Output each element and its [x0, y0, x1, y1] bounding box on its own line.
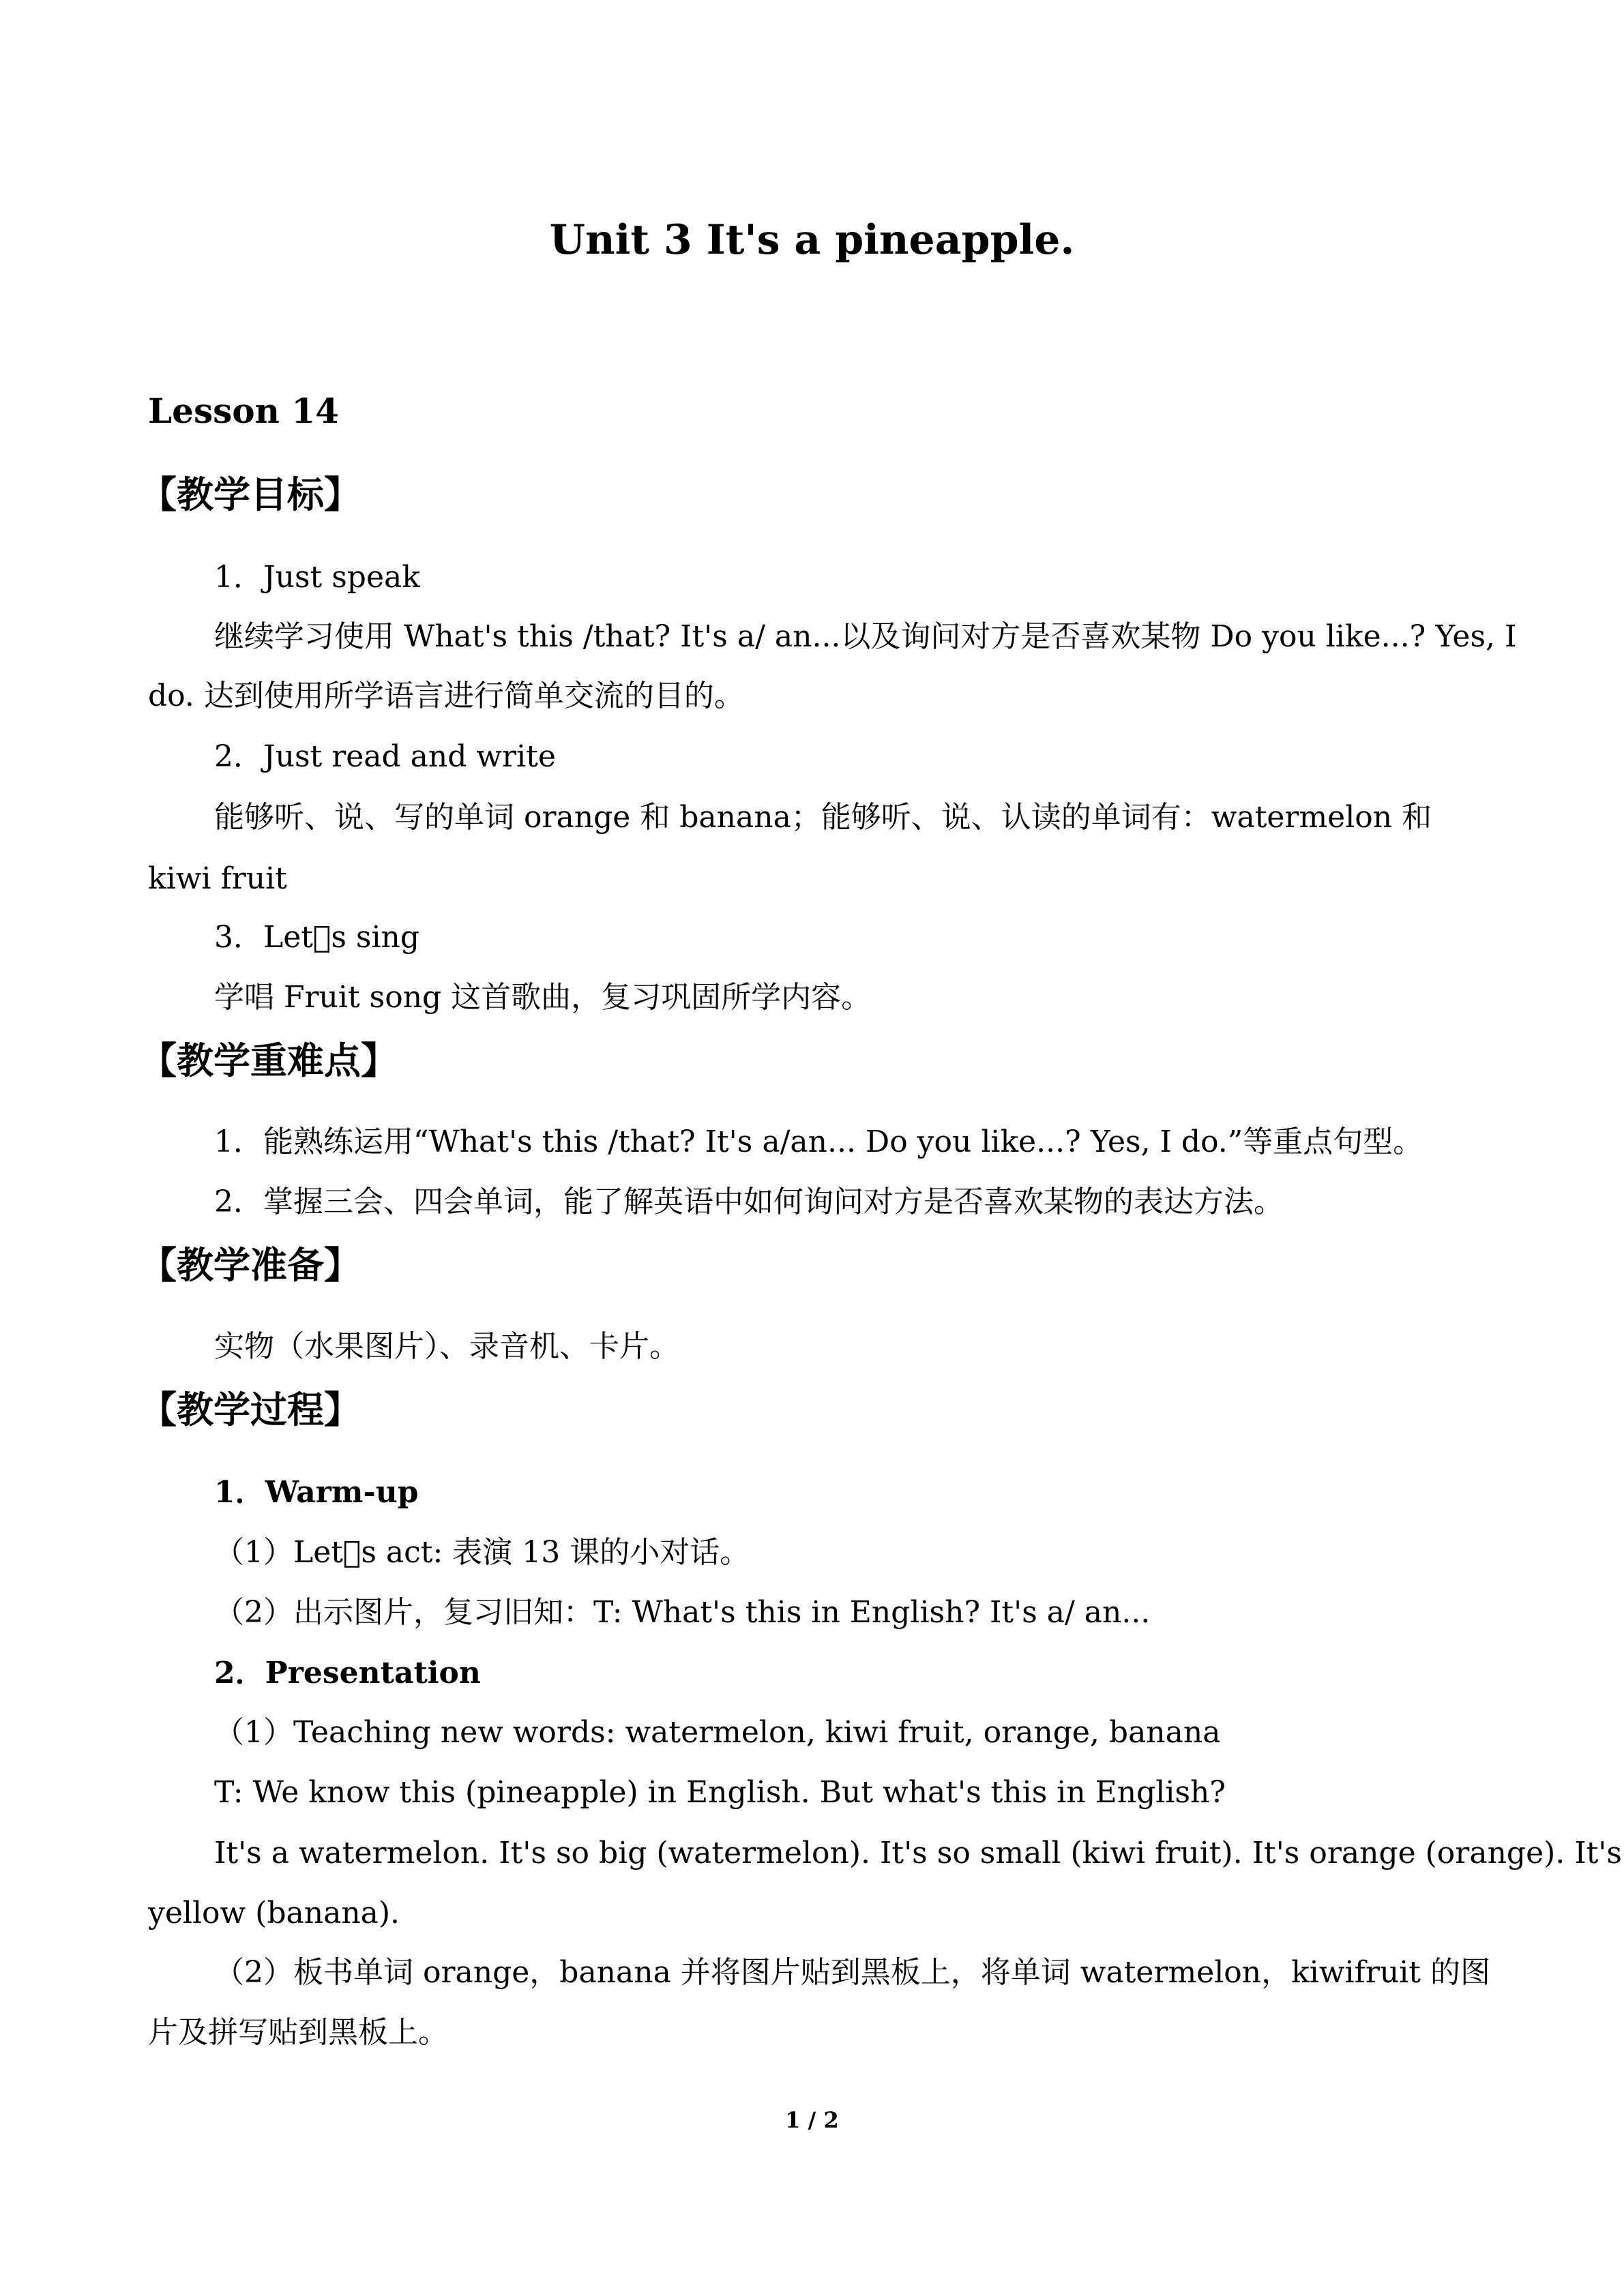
process-line: （2）板书单词 orange，banana 并将图片贴到黑板上，将单词 watermelon，kiwifruit 的图	[214, 1955, 1490, 1990]
process-line: T: We know this (pineapple) in English. But what's this in English?	[214, 1775, 1226, 1810]
objective-line: 学唱 Fruit song 这首歌曲，复习巩固所学内容。	[214, 980, 872, 1015]
section-heading-preparation: 【教学准备】	[140, 1243, 361, 1287]
objective-line: 1．Just speak	[214, 560, 420, 595]
process-line: （2）出示图片，复习旧知：T: What's this in English? It's a/ an...	[214, 1595, 1151, 1630]
key-point-line: 1．能熟练运用“What's this /that? It's a/an... Do you like...? Yes, I do.”等重点句型。	[214, 1124, 1423, 1159]
process-line: 片及拼写贴到黑板上。	[148, 2015, 448, 2050]
section-heading-objectives: 【教学目标】	[140, 473, 361, 516]
process-line: （1）Let s act: 表演 13 课的小对话。	[214, 1535, 750, 1570]
process-line: （1）Teaching new words: watermelon, kiwi fruit, orange, banana	[214, 1715, 1221, 1750]
section-heading-key-points: 【教学重难点】	[140, 1039, 398, 1082]
page-title: Unit 3 It's a pineapple.	[549, 216, 1075, 264]
objective-line: 2．Just read and write	[214, 739, 556, 774]
page-number: 1 / 2	[785, 2107, 839, 2133]
process-subheading: 2．Presentation	[214, 1656, 481, 1690]
objective-line: kiwi fruit	[148, 861, 287, 896]
preparation-line: 实物（水果图片）、录音机、卡片。	[214, 1329, 679, 1364]
objective-line: 3．Let s sing	[214, 920, 420, 955]
objective-line: 能够听、说、写的单词 orange 和 banana；能够听、说、认读的单词有：watermelon 和	[214, 800, 1432, 835]
lesson-heading: Lesson 14	[148, 391, 339, 431]
objective-line: do. 达到使用所学语言进行简单交流的目的。	[148, 679, 744, 713]
process-subheading: 1．Warm-up	[214, 1475, 419, 1510]
process-line: yellow (banana).	[148, 1896, 400, 1930]
objective-line: 继续学习使用 What's this /that? It's a/ an...以及询问对方是否喜欢某物 Do you like...? Yes, I	[214, 619, 1517, 654]
process-line: It's a watermelon. It's so big (watermelon). It's so small (kiwi fruit). It's orange (orange). It's	[214, 1836, 1622, 1870]
section-heading-process: 【教学过程】	[140, 1388, 361, 1431]
key-point-line: 2．掌握三会、四会单词，能了解英语中如何询问对方是否喜欢某物的表达方法。	[214, 1184, 1284, 1219]
